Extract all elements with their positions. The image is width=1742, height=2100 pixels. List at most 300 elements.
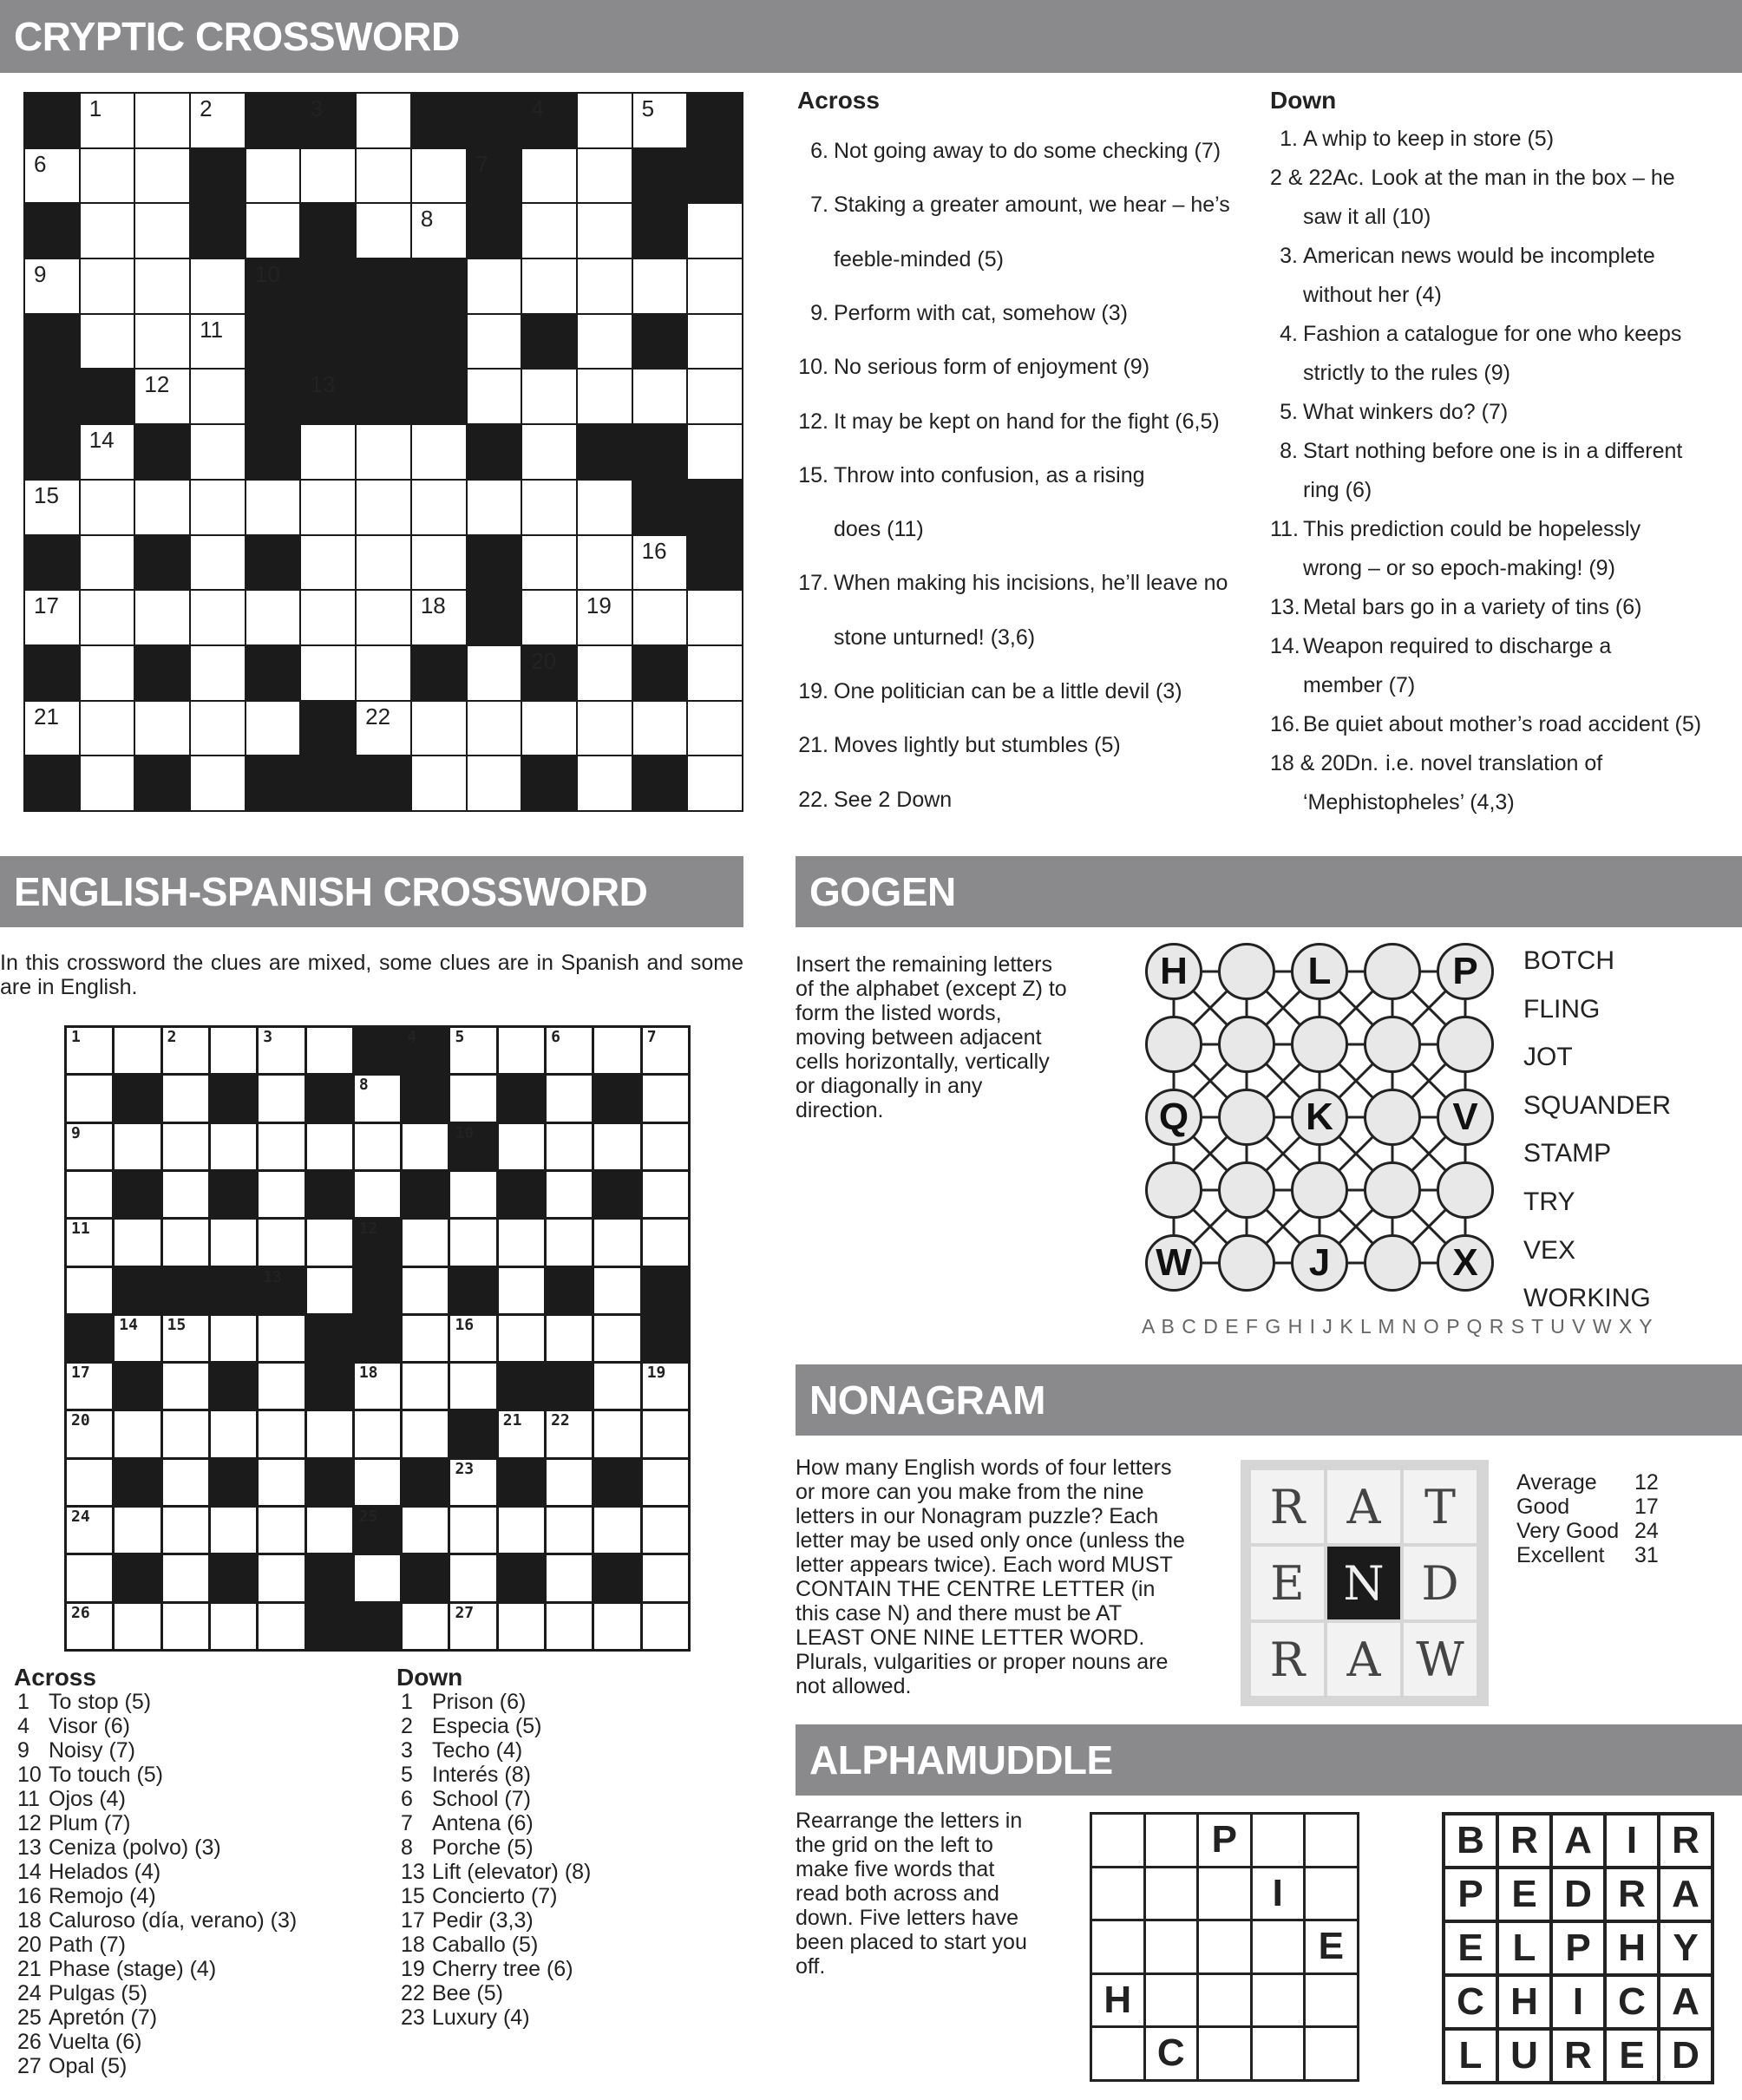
- spanish-cell[interactable]: [355, 1172, 400, 1217]
- cryptic-cell[interactable]: [135, 149, 189, 203]
- spanish-cell[interactable]: [547, 1076, 592, 1121]
- cryptic-cell[interactable]: [412, 702, 466, 756]
- spanish-cell[interactable]: [211, 1411, 256, 1456]
- cryptic-cell[interactable]: [522, 591, 576, 644]
- cryptic-cell[interactable]: [357, 149, 410, 203]
- cryptic-cell[interactable]: [135, 702, 189, 756]
- alphamuddle-left-empty-cell[interactable]: [1303, 1812, 1359, 1868]
- cryptic-cell[interactable]: [578, 591, 632, 644]
- cryptic-cell[interactable]: [191, 481, 245, 534]
- cryptic-cell[interactable]: [688, 591, 742, 644]
- cryptic-cell[interactable]: [81, 481, 134, 534]
- spanish-cell[interactable]: [643, 1411, 688, 1456]
- cryptic-cell[interactable]: [412, 756, 466, 810]
- spanish-cell[interactable]: [115, 1508, 160, 1553]
- spanish-cell[interactable]: [643, 1220, 688, 1265]
- spanish-cell[interactable]: [115, 1604, 160, 1649]
- spanish-cell[interactable]: [450, 1028, 495, 1073]
- cryptic-cell[interactable]: [412, 481, 466, 534]
- spanish-cell[interactable]: [643, 1508, 688, 1553]
- clue-line: [17, 2030, 297, 2054]
- spanish-cell[interactable]: [547, 1604, 592, 1649]
- alphamuddle-left-empty-cell[interactable]: [1250, 1919, 1306, 1975]
- spanish-cell[interactable]: [163, 1364, 208, 1409]
- gogen-word: JOT: [1523, 1043, 1573, 1072]
- spanish-cell[interactable]: [307, 1268, 352, 1313]
- clue-text: American news would be incomplete: [1303, 244, 1655, 268]
- cryptic-black-cell: [357, 259, 410, 313]
- spanish-cell[interactable]: [163, 1555, 208, 1600]
- spanish-cell[interactable]: [594, 1364, 639, 1409]
- clue-number: 3: [263, 1028, 273, 1046]
- cryptic-cell[interactable]: [135, 481, 189, 534]
- cryptic-black-cell: [301, 370, 355, 423]
- spanish-cell[interactable]: [67, 1076, 112, 1121]
- alphamuddle-left-empty-cell[interactable]: [1250, 1972, 1306, 2029]
- spanish-cell[interactable]: [259, 1411, 304, 1456]
- cryptic-cell[interactable]: [633, 536, 687, 590]
- cryptic-cell[interactable]: [357, 94, 410, 147]
- gogen-empty-cell[interactable]: [1364, 1234, 1421, 1292]
- cryptic-cell[interactable]: [191, 646, 245, 700]
- cryptic-cell[interactable]: [81, 149, 134, 203]
- cryptic-cell[interactable]: [522, 259, 576, 313]
- spanish-cell[interactable]: [163, 1411, 208, 1456]
- cryptic-cell[interactable]: [25, 702, 79, 756]
- spanish-cell[interactable]: [643, 1172, 688, 1217]
- spanish-cell[interactable]: [67, 1555, 112, 1600]
- cryptic-cell[interactable]: [357, 204, 410, 258]
- spanish-cell[interactable]: [499, 1604, 544, 1649]
- alphamuddle-left-empty-cell[interactable]: [1143, 1866, 1200, 1922]
- clue-text: Porche (5): [432, 1835, 534, 1860]
- spanish-cell[interactable]: [67, 1364, 112, 1409]
- cryptic-cell[interactable]: [633, 94, 687, 147]
- cryptic-cell[interactable]: [522, 425, 576, 479]
- gogen-empty-cell[interactable]: [1218, 943, 1275, 1000]
- cryptic-cell[interactable]: [246, 204, 300, 258]
- spanish-cell[interactable]: [307, 1508, 352, 1553]
- spanish-cell[interactable]: [163, 1076, 208, 1121]
- gogen-empty-cell[interactable]: [1364, 1161, 1421, 1219]
- spanish-cell[interactable]: [355, 1364, 400, 1409]
- spanish-cell[interactable]: [259, 1460, 304, 1505]
- cryptic-cell[interactable]: [357, 481, 410, 534]
- gogen-empty-cell[interactable]: [1364, 1089, 1421, 1146]
- gogen-empty-cell[interactable]: [1145, 1161, 1202, 1219]
- cryptic-cell[interactable]: [522, 481, 576, 534]
- alphamuddle-left-empty-cell[interactable]: [1196, 1866, 1253, 1922]
- clue-line: [797, 463, 1145, 488]
- spanish-cell[interactable]: [547, 1508, 592, 1553]
- gogen-empty-cell[interactable]: [1364, 943, 1421, 1000]
- spanish-cell[interactable]: [403, 1604, 448, 1649]
- cryptic-cell[interactable]: [191, 370, 245, 423]
- alphamuddle-left-empty-cell[interactable]: [1196, 2025, 1253, 2082]
- gogen-empty-cell[interactable]: [1437, 1161, 1494, 1219]
- spanish-cell[interactable]: [403, 1411, 448, 1456]
- spanish-cell[interactable]: [594, 1268, 639, 1313]
- spanish-cell[interactable]: [450, 1220, 495, 1265]
- spanish-cell[interactable]: [547, 1460, 592, 1505]
- spanish-cell[interactable]: [67, 1124, 112, 1169]
- clue-line: [17, 1860, 297, 1884]
- cryptic-cell[interactable]: [81, 646, 134, 700]
- cryptic-cell[interactable]: [578, 646, 632, 700]
- clue-text: To stop (5): [49, 1690, 152, 1714]
- spanish-cell[interactable]: [67, 1028, 112, 1073]
- spanish-cell[interactable]: [547, 1028, 592, 1073]
- cryptic-cell[interactable]: [246, 702, 300, 756]
- alphamuddle-left-empty-cell[interactable]: [1090, 2025, 1146, 2082]
- spanish-cell[interactable]: [67, 1460, 112, 1505]
- cryptic-cell[interactable]: [688, 370, 742, 423]
- spanish-cell[interactable]: [355, 1076, 400, 1121]
- spanish-cell[interactable]: [450, 1604, 495, 1649]
- cryptic-cell[interactable]: [135, 204, 189, 258]
- alphamuddle-left-empty-cell[interactable]: [1143, 1919, 1200, 1975]
- clue-line: [1270, 634, 1611, 659]
- cryptic-cell[interactable]: [578, 536, 632, 590]
- cryptic-cell[interactable]: [246, 149, 300, 203]
- spanish-cell[interactable]: [594, 1028, 639, 1073]
- clue-text: When making his incisions, he’ll leave no: [834, 571, 1228, 596]
- spanish-cell[interactable]: [307, 1411, 352, 1456]
- spanish-cell[interactable]: [259, 1508, 304, 1553]
- cryptic-cell[interactable]: [81, 259, 134, 313]
- spanish-cell[interactable]: [67, 1268, 112, 1313]
- cryptic-cell[interactable]: [25, 259, 79, 313]
- alphamuddle-left-empty-cell[interactable]: [1250, 2025, 1306, 2082]
- cryptic-cell[interactable]: [191, 756, 245, 810]
- cryptic-cell[interactable]: [25, 149, 79, 203]
- spanish-cell[interactable]: [115, 1220, 160, 1265]
- spanish-cell[interactable]: [307, 1124, 352, 1169]
- cryptic-cell[interactable]: [191, 702, 245, 756]
- cryptic-cell[interactable]: [191, 259, 245, 313]
- cryptic-cell[interactable]: [578, 94, 632, 147]
- alphamuddle-left-empty-cell[interactable]: [1303, 1972, 1359, 2029]
- spanish-cell[interactable]: [115, 1316, 160, 1361]
- cryptic-cell[interactable]: [357, 536, 410, 590]
- cryptic-cell[interactable]: [191, 315, 245, 369]
- cryptic-cell[interactable]: [135, 370, 189, 423]
- gogen-empty-cell[interactable]: [1218, 1234, 1275, 1292]
- spanish-cell[interactable]: [115, 1124, 160, 1169]
- gogen-empty-cell[interactable]: [1218, 1089, 1275, 1146]
- cryptic-cell[interactable]: [522, 204, 576, 258]
- alphamuddle-left-empty-cell[interactable]: [1196, 1919, 1253, 1975]
- cryptic-cell[interactable]: [688, 259, 742, 313]
- gogen-empty-cell[interactable]: [1364, 1016, 1421, 1073]
- cryptic-cell[interactable]: [468, 259, 521, 313]
- spanish-cell[interactable]: [211, 1604, 256, 1649]
- gogen-empty-cell[interactable]: [1218, 1016, 1275, 1073]
- spanish-cell[interactable]: [67, 1508, 112, 1553]
- spanish-cell[interactable]: [259, 1076, 304, 1121]
- cryptic-cell[interactable]: [522, 536, 576, 590]
- clue-text: Cherry tree (6): [432, 1957, 573, 1981]
- spanish-cell[interactable]: [355, 1124, 400, 1169]
- spanish-cell[interactable]: [450, 1555, 495, 1600]
- spanish-cell[interactable]: [594, 1124, 639, 1169]
- spanish-cell[interactable]: [211, 1508, 256, 1553]
- spanish-cell[interactable]: [643, 1604, 688, 1649]
- spanish-cell[interactable]: [259, 1316, 304, 1361]
- spanish-cell[interactable]: [403, 1124, 448, 1169]
- cryptic-cell[interactable]: [522, 702, 576, 756]
- cryptic-cell[interactable]: [81, 591, 134, 644]
- spanish-cell[interactable]: [450, 1508, 495, 1553]
- cryptic-cell[interactable]: [357, 425, 410, 479]
- spanish-cell[interactable]: [499, 1411, 544, 1456]
- cryptic-cell[interactable]: [522, 370, 576, 423]
- spanish-cell[interactable]: [115, 1411, 160, 1456]
- cryptic-cell[interactable]: [412, 425, 466, 479]
- clue-number: 6: [401, 1787, 413, 1811]
- cryptic-cell[interactable]: [357, 702, 410, 756]
- gogen-empty-cell[interactable]: [1218, 1161, 1275, 1219]
- alphamuddle-left-empty-cell[interactable]: [1090, 1919, 1146, 1975]
- spanish-cell[interactable]: [163, 1220, 208, 1265]
- cryptic-cell[interactable]: [357, 591, 410, 644]
- spanish-cell[interactable]: [643, 1076, 688, 1121]
- cryptic-cell[interactable]: [468, 315, 521, 369]
- spanish-cell[interactable]: [594, 1316, 639, 1361]
- spanish-cell[interactable]: [67, 1604, 112, 1649]
- alphamuddle-right-letter-cell: A: [1549, 1812, 1607, 1869]
- cryptic-cell[interactable]: [25, 591, 79, 644]
- gogen-empty-cell[interactable]: [1437, 1016, 1494, 1073]
- cryptic-cell[interactable]: [578, 702, 632, 756]
- clue-line: [797, 517, 924, 542]
- spanish-cell[interactable]: [547, 1316, 592, 1361]
- clue-number: 15: [401, 1884, 425, 1908]
- cryptic-cell[interactable]: [412, 204, 466, 258]
- spanish-cell[interactable]: [259, 1555, 304, 1600]
- spanish-cell[interactable]: [259, 1220, 304, 1265]
- spanish-black-cell: [403, 1460, 448, 1505]
- cryptic-cell[interactable]: [578, 370, 632, 423]
- spanish-cell[interactable]: [643, 1364, 688, 1409]
- cryptic-cell[interactable]: [688, 315, 742, 369]
- gogen-word: FLING: [1523, 994, 1601, 1024]
- spanish-cell[interactable]: [307, 1220, 352, 1265]
- spanish-cell[interactable]: [211, 1316, 256, 1361]
- cryptic-cell[interactable]: [191, 536, 245, 590]
- cryptic-cell[interactable]: [135, 94, 189, 147]
- spanish-cell[interactable]: [115, 1028, 160, 1073]
- gogen-word: SQUANDER: [1523, 1090, 1672, 1120]
- cryptic-cell[interactable]: [191, 425, 245, 479]
- cryptic-cell[interactable]: [25, 481, 79, 534]
- cryptic-cell[interactable]: [468, 481, 521, 534]
- clue-number: 9: [71, 1123, 81, 1142]
- alphamuddle-left-empty-cell[interactable]: [1143, 1812, 1200, 1868]
- cryptic-cell[interactable]: [301, 481, 355, 534]
- spanish-cell[interactable]: [594, 1411, 639, 1456]
- spanish-cell[interactable]: [163, 1604, 208, 1649]
- spanish-cell[interactable]: [643, 1124, 688, 1169]
- spanish-cell[interactable]: [643, 1555, 688, 1600]
- spanish-cell[interactable]: [67, 1411, 112, 1456]
- spanish-cell[interactable]: [355, 1411, 400, 1456]
- cryptic-cell[interactable]: [468, 702, 521, 756]
- spanish-cell[interactable]: [594, 1508, 639, 1553]
- spanish-cell[interactable]: [355, 1555, 400, 1600]
- spanish-cell[interactable]: [450, 1076, 495, 1121]
- cryptic-cell[interactable]: [578, 315, 632, 369]
- spanish-cell[interactable]: [403, 1364, 448, 1409]
- clue-number: 17: [34, 592, 59, 619]
- clue-text: Weapon required to discharge a: [1303, 634, 1612, 658]
- cryptic-cell[interactable]: [81, 315, 134, 369]
- spanish-cell[interactable]: [450, 1316, 495, 1361]
- spanish-cell[interactable]: [259, 1172, 304, 1217]
- clue-number: 17: [71, 1364, 90, 1383]
- cryptic-cell[interactable]: [633, 259, 687, 313]
- gogen-empty-cell[interactable]: [1291, 1016, 1348, 1073]
- spanish-cell[interactable]: [163, 1508, 208, 1553]
- cryptic-cell[interactable]: [81, 756, 134, 810]
- alphamuddle-left-empty-cell[interactable]: [1250, 1812, 1306, 1868]
- spanish-cell[interactable]: [355, 1460, 400, 1505]
- cryptic-cell[interactable]: [468, 646, 521, 700]
- cryptic-cell[interactable]: [578, 149, 632, 203]
- cryptic-cell[interactable]: [688, 646, 742, 700]
- spanish-cell[interactable]: [403, 1508, 448, 1553]
- spanish-cell[interactable]: [594, 1604, 639, 1649]
- spanish-cell[interactable]: [259, 1124, 304, 1169]
- cryptic-cell[interactable]: [81, 94, 134, 147]
- cryptic-cell[interactable]: [301, 646, 355, 700]
- cryptic-black-cell: [468, 204, 521, 258]
- spanish-cell[interactable]: [67, 1220, 112, 1265]
- alphamuddle-left-empty-cell[interactable]: [1303, 2025, 1359, 2082]
- spanish-cell[interactable]: [403, 1220, 448, 1265]
- cryptic-cell[interactable]: [412, 591, 466, 644]
- cryptic-cell[interactable]: [633, 591, 687, 644]
- clue-number: 5.: [1280, 400, 1298, 424]
- spanish-cell[interactable]: [163, 1124, 208, 1169]
- cryptic-cell[interactable]: [135, 315, 189, 369]
- spanish-cell[interactable]: [547, 1124, 592, 1169]
- spanish-cell[interactable]: [499, 1124, 544, 1169]
- spanish-cell[interactable]: [547, 1220, 592, 1265]
- alphamuddle-left-empty-cell[interactable]: [1303, 1866, 1359, 1922]
- cryptic-cell[interactable]: [522, 149, 576, 203]
- spanish-cell[interactable]: [450, 1460, 495, 1505]
- spanish-cell[interactable]: [211, 1220, 256, 1265]
- cryptic-cell[interactable]: [81, 425, 134, 479]
- cryptic-cell[interactable]: [246, 481, 300, 534]
- spanish-cell[interactable]: [259, 1604, 304, 1649]
- spanish-cell[interactable]: [450, 1172, 495, 1217]
- cryptic-cell[interactable]: [81, 702, 134, 756]
- spanish-black-cell: [115, 1172, 160, 1217]
- cryptic-cell[interactable]: [468, 370, 521, 423]
- cryptic-cell[interactable]: [135, 591, 189, 644]
- spanish-cell[interactable]: [403, 1268, 448, 1313]
- cryptic-cell[interactable]: [191, 591, 245, 644]
- alphamuddle-left-empty-cell[interactable]: [1143, 1972, 1200, 2029]
- spanish-cell[interactable]: [499, 1268, 544, 1313]
- cryptic-cell[interactable]: [357, 646, 410, 700]
- spanish-cell[interactable]: [643, 1028, 688, 1073]
- spanish-cell[interactable]: [259, 1028, 304, 1073]
- spanish-cell[interactable]: [499, 1220, 544, 1265]
- spanish-cell[interactable]: [499, 1316, 544, 1361]
- cryptic-cell[interactable]: [412, 536, 466, 590]
- alphamuddle-left-empty-cell[interactable]: [1196, 1972, 1253, 2029]
- clue-line: [1270, 166, 1675, 191]
- gogen-empty-cell[interactable]: [1145, 1016, 1202, 1073]
- spanish-cell[interactable]: [450, 1364, 495, 1409]
- cryptic-cell[interactable]: [135, 259, 189, 313]
- spanish-cell[interactable]: [163, 1460, 208, 1505]
- gogen-letter-cell: P: [1437, 943, 1494, 1000]
- spanish-cell[interactable]: [307, 1028, 352, 1073]
- gogen-empty-cell[interactable]: [1291, 1161, 1348, 1219]
- cryptic-black-cell: [688, 481, 742, 534]
- cryptic-cell[interactable]: [688, 425, 742, 479]
- cryptic-cell[interactable]: [578, 481, 632, 534]
- cryptic-cell[interactable]: [301, 536, 355, 590]
- spanish-cell[interactable]: [211, 1028, 256, 1073]
- cryptic-cell[interactable]: [688, 204, 742, 258]
- cryptic-cell[interactable]: [578, 756, 632, 810]
- cryptic-cell[interactable]: [633, 702, 687, 756]
- cryptic-cell[interactable]: [633, 370, 687, 423]
- spanish-cell[interactable]: [547, 1555, 592, 1600]
- cryptic-cell[interactable]: [301, 425, 355, 479]
- alphamuddle-left-empty-cell[interactable]: [1090, 1812, 1146, 1868]
- cryptic-cell[interactable]: [688, 756, 742, 810]
- cryptic-cell[interactable]: [301, 591, 355, 644]
- spanish-cell[interactable]: [163, 1172, 208, 1217]
- cryptic-cell[interactable]: [412, 149, 466, 203]
- spanish-cell[interactable]: [643, 1460, 688, 1505]
- clue-number: 19: [646, 1364, 666, 1383]
- cryptic-black-cell: [25, 536, 79, 590]
- cryptic-cell[interactable]: [688, 702, 742, 756]
- spanish-cell[interactable]: [547, 1172, 592, 1217]
- spanish-cell[interactable]: [67, 1172, 112, 1217]
- cryptic-cell[interactable]: [578, 259, 632, 313]
- clue-number: 26: [17, 2030, 42, 2054]
- spanish-cell[interactable]: [499, 1508, 544, 1553]
- cryptic-cell[interactable]: [246, 591, 300, 644]
- clue-number: 11: [17, 1787, 40, 1811]
- cryptic-cell[interactable]: [468, 756, 521, 810]
- spanish-cell[interactable]: [163, 1316, 208, 1361]
- spanish-cell[interactable]: [403, 1316, 448, 1361]
- gogen-letter-cell: K: [1291, 1089, 1348, 1146]
- cryptic-cell[interactable]: [81, 204, 134, 258]
- spanish-cell[interactable]: [547, 1411, 592, 1456]
- cryptic-cell[interactable]: [301, 149, 355, 203]
- cryptic-cell[interactable]: [81, 536, 134, 590]
- cryptic-cell[interactable]: [191, 94, 245, 147]
- spanish-cell[interactable]: [259, 1364, 304, 1409]
- spanish-cell[interactable]: [163, 1028, 208, 1073]
- spanish-cell[interactable]: [594, 1220, 639, 1265]
- nonagram-letter: R: [1251, 1623, 1324, 1696]
- cryptic-cell[interactable]: [578, 204, 632, 258]
- spanish-cell[interactable]: [211, 1124, 256, 1169]
- spanish-cell[interactable]: [499, 1028, 544, 1073]
- alphamuddle-left-empty-cell[interactable]: [1090, 1866, 1146, 1922]
